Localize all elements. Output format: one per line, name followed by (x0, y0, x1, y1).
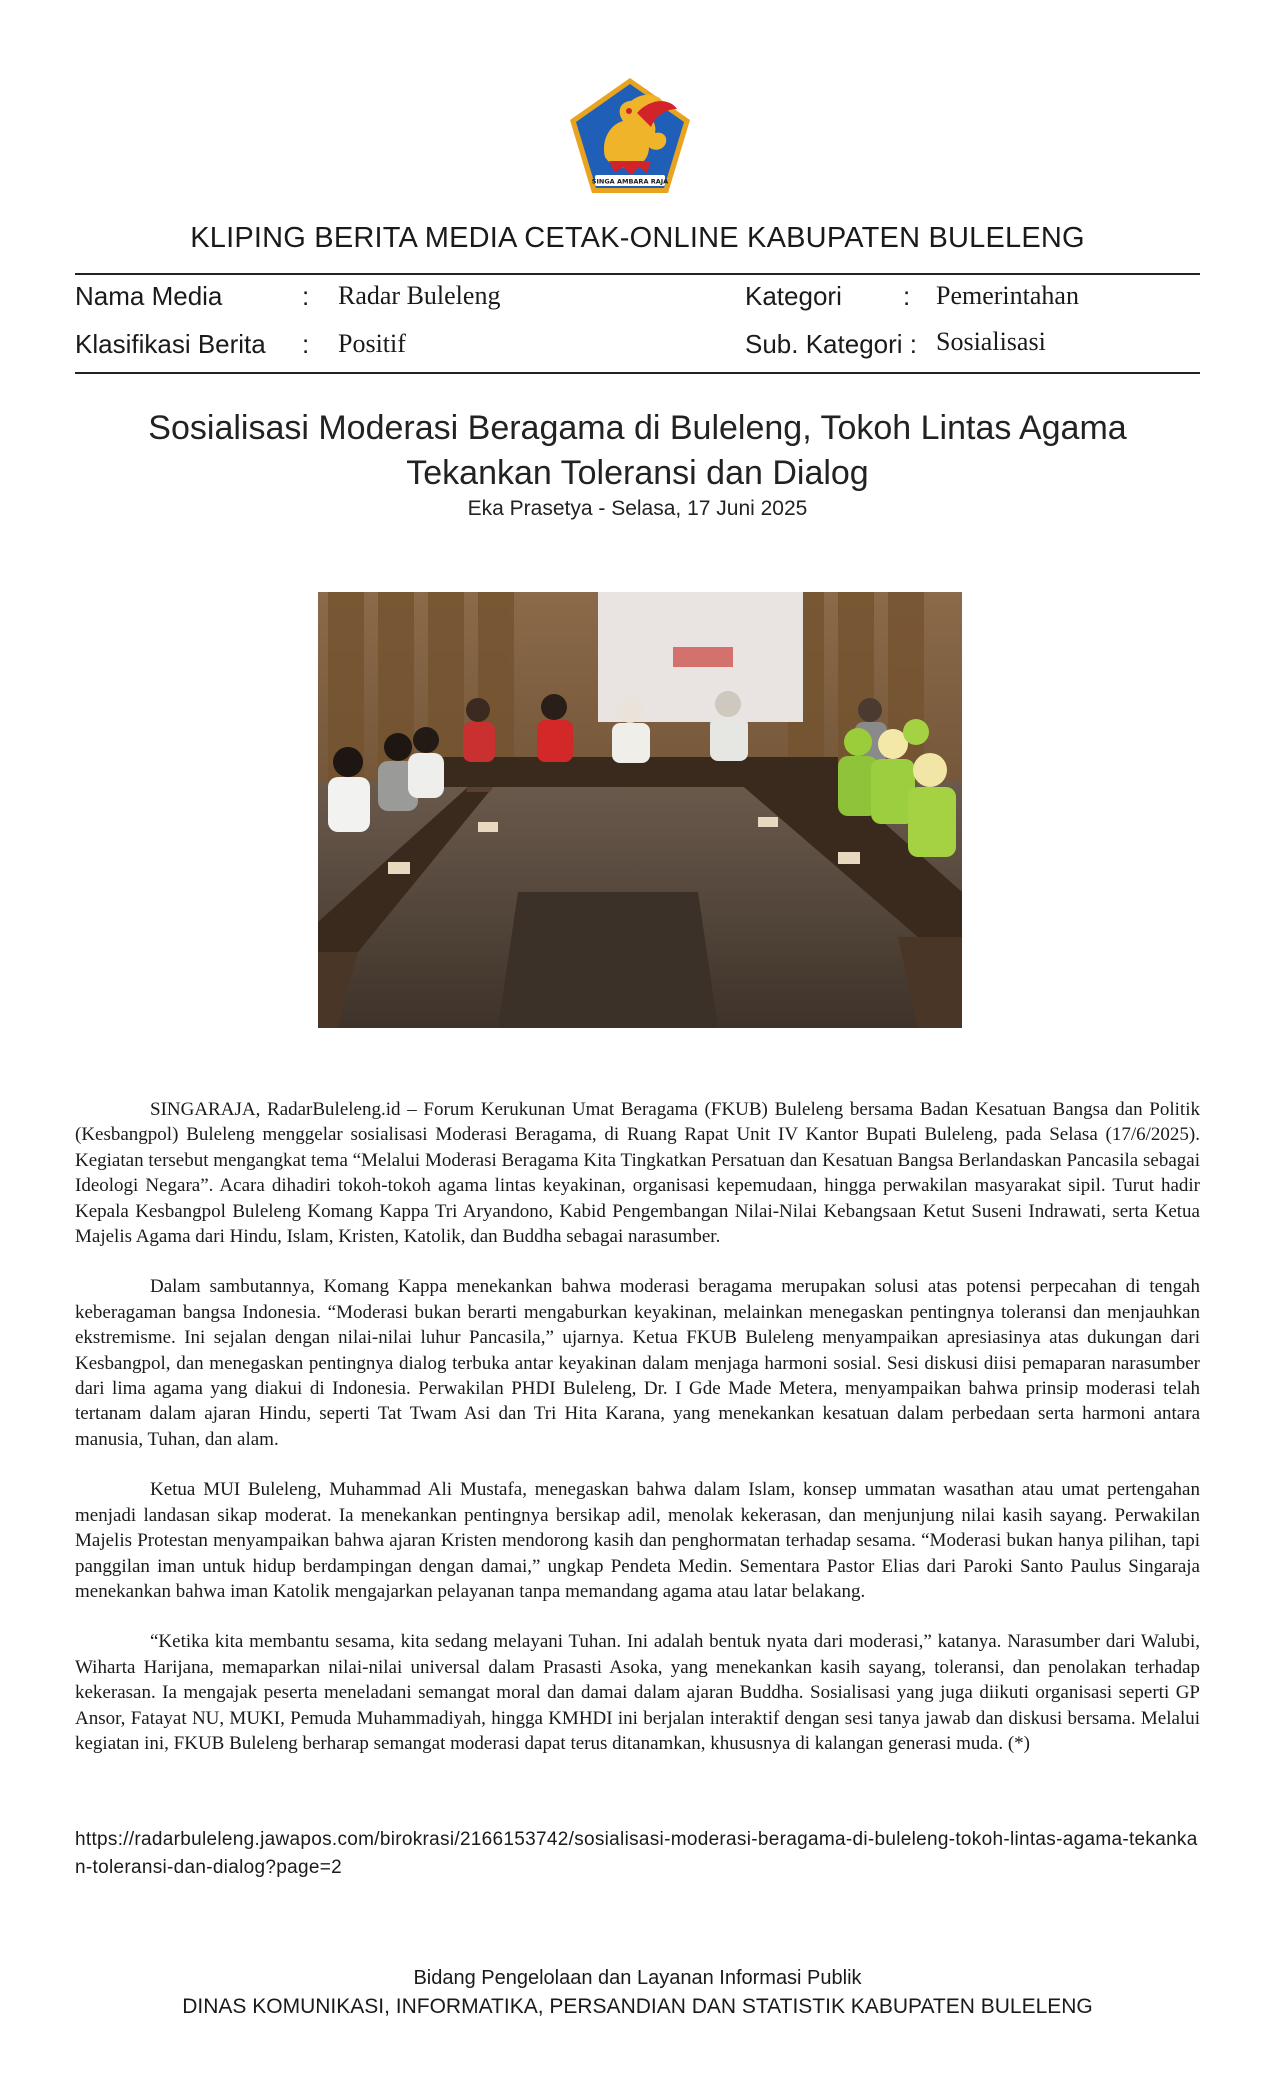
buleleng-emblem-logo (565, 75, 695, 200)
klasifikasi-colon: : (302, 329, 310, 359)
source-url[interactable]: https://radarbuleleng.jawapos.com/birokrasi/2166153742/sosialisasi-moderasi-beragama-di-buleleng-tokoh-lintas-agama-tekankan-toleransi-dan-dialog?page=2 (75, 1829, 1198, 1878)
logo-motto: SINGA AMBARA RAJA (591, 177, 669, 186)
kategori-colon: : (903, 281, 911, 311)
article-paragraph-1: SINGARAJA, RadarBuleleng.id – Forum Kerukunan Umat Beragama (FKUB) Buleleng bersama Badan Kesatuan Bangsa dan Politik (Kesbangpol) Buleleng menggelar sosialisasi Moderasi Beragama, di Ruang Rapat Unit IV Kantor Bupati Buleleng, pada Selasa (17/6/2025). Kegiatan tersebut mengangkat tema “Melalui Moderasi Beragama Kita Tingkatkan Persatuan dan Kesatuan Bangsa Berlandaskan Pancasila sebagai Ideologi Negara”. Acara dihadiri tokoh-tokoh agama lintas keyakinan, organisasi kepemudaan, hingga perwakilan masyarakat sipil. Turut hadir Kepala Kesbangpol Buleleng Komang Kappa Tri Aryandono, Kabid Pengembangan Nilai-Nilai Kebangsaan Ketut Suseni Indrawati, serta Ketua Majelis Agama dari Hindu, Islam, Kristen, Katolik, dan Buddha sebagai narasumber. (75, 1099, 1200, 1248)
subkategori-label: Sub. Kategori : (745, 329, 917, 359)
footer-agency: DINAS KOMUNIKASI, INFORMATIKA, PERSANDIAN DAN STATISTIK KABUPATEN BULELENG (182, 1995, 1093, 2018)
klasifikasi-value: Positif (338, 329, 406, 358)
meeting-photo (318, 592, 962, 1028)
article-paragraph-3: Ketua MUI Buleleng, Muhammad Ali Mustafa, menegaskan bahwa dalam Islam, konsep ummatan wasathan atau umat pertengahan menjadi landasan sikap moderat. Ia menekankan pentingnya bersikap adil, menolak kekerasan, dan menjunjung nilai kasih sayang. Perwakilan Majelis Protestan menyampaikan bahwa ajaran Kristen mendorong kasih dan penghormatan terhadap sesama. “Moderasi bukan hanya pilihan, tapi panggilan iman untuk hidup berdampingan dengan damai,” ungkap Pendeta Medin. Sementara Pastor Elias dari Paroki Santo Paulus Singaraja menekankan bahwa iman Katolik mengajarkan pelayanan tanpa memandang agama atau latar belakang. (75, 1479, 1200, 1602)
top-divider (75, 273, 1200, 275)
article-paragraph-2: Dalam sambutannya, Komang Kappa menekankan bahwa moderasi beragama merupakan solusi atas potensi perpecahan di tengah keberagaman bangsa Indonesia. “Moderasi bukan berarti mengaburkan keyakinan, melainkan menegaskan pentingnya toleransi dan menjauhkan ekstremisme. Ini sejalan dengan nilai-nilai luhur Pancasila,” ujarnya. Ketua FKUB Buleleng menyampaikan apresiasinya atas dukungan dari Kesbangpol, dan menegaskan pentingnya dialog terbuka antar keyakinan dalam menjaga harmoni sosial. Sesi diskusi diisi pemaparan narasumber dari lima agama yang diakui di Indonesia. Perwakilan PHDI Buleleng, Dr. I Gde Made Metera, menyampaikan bahwa prinsip moderasi telah tertanam dalam ajaran Hindu, seperti Tat Twam Asi dan Tri Hita Karana, yang menekankan kesatuan dalam perbedaan serta harmoni antara manusia, Tuhan, dan alam. (75, 1276, 1200, 1450)
document-title: KLIPING BERITA MEDIA CETAK-ONLINE KABUPATEN BULELENG (190, 222, 1085, 254)
article-headline: Sosialisasi Moderasi Beragama di Buleleng, Tokoh Lintas Agama Tekankan Toleransi dan Dialog (148, 409, 1127, 492)
meta-divider (75, 372, 1200, 374)
media-label: Nama Media (75, 281, 223, 311)
footer-department: Bidang Pengelolaan dan Layanan Informasi Publik (413, 1967, 862, 1989)
subkategori-value: Sosialisasi (936, 327, 1046, 356)
media-colon: : (302, 281, 310, 311)
article-byline: Eka Prasetya - Selasa, 17 Juni 2025 (467, 497, 808, 520)
article-paragraph-4: “Ketika kita membantu sesama, kita sedang melayani Tuhan. Ini adalah bentuk nyata dari moderasi,” katanya. Narasumber dari Walubi, Wiharta Harijana, memaparkan nilai-nilai universal dalam Prasasti Asoka, yang menekankan kasih sayang, toleransi, dan penolakan terhadap kekerasan. Ia mengajak peserta meneladani semangat moral dan damai dalam ajaran Buddha. Sosialisasi yang juga diikuti organisasi seperti GP Ansor, Fatayat NU, MUKI, Pemuda Muhammadiyah, hingga KMHDI ini berjalan interaktif dengan sesi tanya jawab dan diskusi bersama. Melalui kegiatan ini, FKUB Buleleng berharap semangat moderasi dapat terus ditanamkan, khususnya di kalangan generasi muda. (*) (75, 1631, 1200, 1754)
article-body (75, 1097, 1200, 1781)
kategori-label: Kategori (745, 281, 842, 311)
klasifikasi-label: Klasifikasi Berita (75, 329, 266, 359)
kategori-value: Pemerintahan (936, 281, 1079, 310)
media-value: Radar Buleleng (338, 281, 501, 310)
